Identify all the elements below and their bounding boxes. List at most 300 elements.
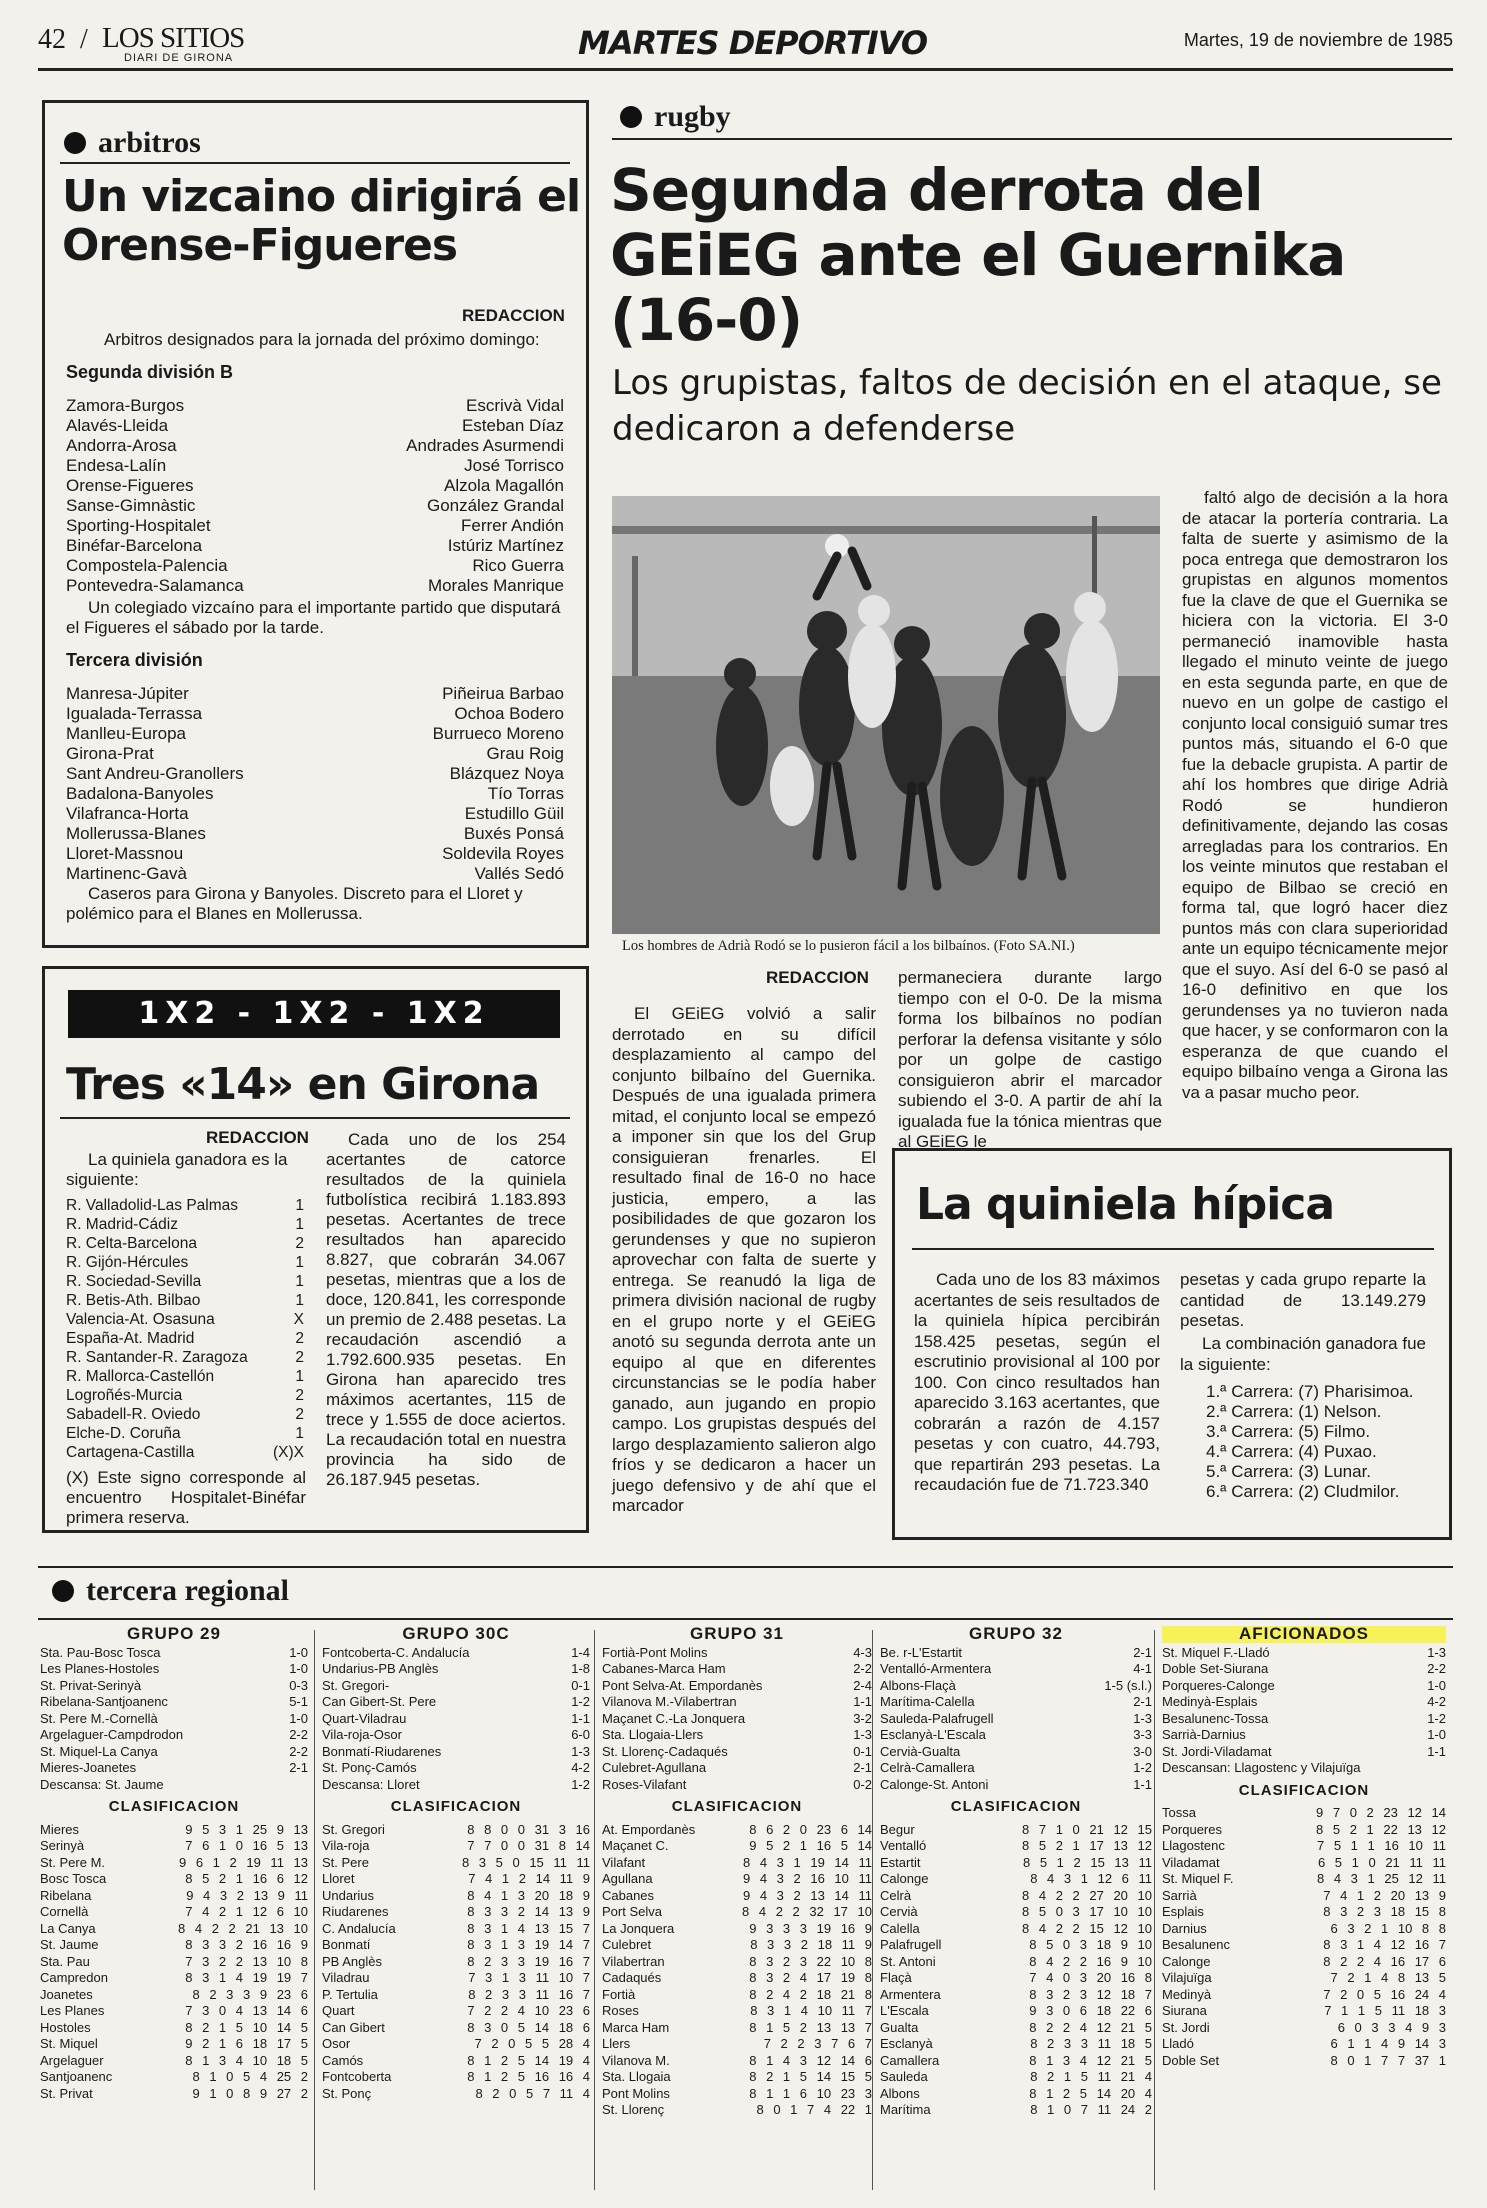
classification-row bbox=[40, 2069, 308, 2086]
team-stats: 8 6 2 0 23 6 14 bbox=[749, 1821, 872, 1837]
classification-row bbox=[880, 1871, 1152, 1888]
group-title: GRUPO 32 bbox=[969, 1624, 1063, 1643]
team-name: St. Ponç bbox=[322, 2085, 372, 2101]
result-row bbox=[602, 1645, 872, 1662]
rugby-photo-caption: Los hombres de Adrià Rodó se lo pusieron fácil a los bilbaínos. (Foto SA.NI.) bbox=[622, 938, 1075, 954]
referee-row-value: Morales Manrique bbox=[427, 576, 564, 595]
arbitros-intro: Arbitros designados para la jornada del próximo domingo: bbox=[104, 330, 540, 349]
page-number: 42 bbox=[38, 24, 66, 55]
classification-row bbox=[880, 1888, 1152, 1905]
team-stats: 7 5 1 1 16 10 11 bbox=[1316, 1838, 1446, 1853]
quiniela-headline: Tres «14» en Girona bbox=[66, 1059, 540, 1110]
team-name: Riudarenes bbox=[322, 1904, 389, 1919]
result-match: Sta. Llogaia-Llers bbox=[602, 1727, 704, 1742]
div-b-list bbox=[66, 396, 564, 596]
result-match: Medinyà-Esplais bbox=[1162, 1694, 1258, 1709]
team-name: Santjoanenc bbox=[40, 2069, 113, 2084]
result-match: Calonge-St. Antoni bbox=[880, 1776, 989, 1792]
team-name: St. Jaume bbox=[40, 1937, 99, 1952]
classification-row bbox=[1162, 1838, 1446, 1855]
quiniela-result-row-match: Logroñés-Murcia bbox=[66, 1387, 183, 1404]
arbitros-label-rule bbox=[60, 162, 570, 164]
team-name: Hostoles bbox=[40, 2019, 91, 2035]
quiniela-result-row bbox=[66, 1386, 304, 1405]
team-stats: 8 4 2 2 16 9 10 bbox=[1029, 1953, 1152, 1969]
classification-row bbox=[1162, 1805, 1446, 1822]
classification-row bbox=[1162, 1871, 1446, 1888]
team-name: Calella bbox=[880, 1920, 920, 1936]
quiniela-result-row-value: 1 bbox=[295, 1292, 304, 1309]
team-stats: 8 0 1 7 7 37 1 bbox=[1330, 2052, 1446, 2068]
team-stats: 8 5 2 1 16 6 12 bbox=[185, 1871, 308, 1886]
result-score: 1-0 bbox=[1427, 1677, 1446, 1693]
referee-row bbox=[66, 516, 564, 536]
quiniela-result-row bbox=[66, 1443, 304, 1462]
team-name: Mieres bbox=[40, 1821, 80, 1837]
result-score: 1-3 bbox=[1133, 1710, 1152, 1726]
team-stats: 8 2 2 4 12 21 5 bbox=[1029, 2019, 1152, 2035]
team-name: At. Empordanès bbox=[602, 1821, 696, 1837]
classification-title: CLASIFICACION bbox=[390, 1798, 522, 1815]
team-stats: 9 5 2 1 16 5 14 bbox=[749, 1838, 872, 1853]
classification-row bbox=[40, 1838, 308, 1855]
team-stats: 8 3 3 2 16 16 9 bbox=[185, 1937, 308, 1952]
team-stats: 8 3 2 3 22 10 8 bbox=[749, 1953, 872, 1969]
team-name: Can Gibert bbox=[322, 2019, 385, 2035]
team-stats: 7 2 2 4 10 23 6 bbox=[467, 2003, 590, 2018]
referee-row bbox=[66, 576, 564, 596]
team-name: P. Tertulia bbox=[322, 1986, 378, 2002]
team-name: Marca Ham bbox=[602, 2019, 670, 2035]
quiniela-result-row-value: 1 bbox=[295, 1216, 304, 1233]
team-name: Fontcoberta bbox=[322, 2069, 392, 2084]
team-stats: 8 0 1 7 4 22 1 bbox=[756, 2102, 872, 2117]
referee-row bbox=[66, 496, 564, 516]
team-name: Begur bbox=[880, 1821, 915, 1837]
classification-row bbox=[322, 1822, 590, 1839]
carrera-row: 3.ª Carrera: (5) Filmo. bbox=[1206, 1422, 1371, 1441]
carrera-row: 1.ª Carrera: (7) Pharisimoa. bbox=[1206, 1382, 1414, 1401]
result-row bbox=[880, 1727, 1152, 1744]
result-match: Roses-Vilafant bbox=[602, 1776, 687, 1792]
team-name: La Canya bbox=[40, 1920, 96, 1936]
team-name: Camallera bbox=[880, 2052, 940, 2068]
referee-row-value: Alzola Magallón bbox=[443, 476, 564, 495]
result-match: St. Privat-Serinyà bbox=[40, 1677, 142, 1693]
team-stats: 8 5 1 2 15 13 11 bbox=[1022, 1854, 1152, 1870]
arbitros-label: arbitros bbox=[64, 126, 201, 160]
referee-row bbox=[66, 536, 564, 556]
team-stats: 8 1 5 2 13 13 7 bbox=[749, 2019, 872, 2035]
team-stats: 7 2 0 5 5 28 4 bbox=[474, 2036, 590, 2051]
classification-row bbox=[880, 2102, 1152, 2119]
team-stats: 8 1 2 5 14 20 4 bbox=[1029, 2085, 1152, 2101]
team-stats: 8 3 1 4 12 16 7 bbox=[1323, 1937, 1446, 1952]
referee-row-match: Girona-Prat bbox=[66, 744, 154, 763]
classification-row bbox=[40, 2053, 308, 2070]
classification-row bbox=[880, 1838, 1152, 1855]
referee-row bbox=[66, 436, 564, 456]
quiniela-result-row bbox=[66, 1424, 304, 1443]
classification-row bbox=[40, 1855, 308, 1872]
result-match: Mieres-Joanetes bbox=[40, 1760, 137, 1775]
referee-row-match: Sant Andreu-Granollers bbox=[66, 764, 244, 783]
team-name: Vilajuïga bbox=[1162, 1970, 1212, 1985]
div-3-title: Tercera división bbox=[66, 650, 203, 670]
classification-row bbox=[602, 1888, 872, 1905]
team-stats: 8 4 2 2 27 20 10 bbox=[1022, 1887, 1152, 1903]
referee-row-value: Estudillo Güil bbox=[464, 804, 564, 823]
team-name: Medinyà bbox=[1162, 1986, 1212, 2002]
team-name: Ventalló bbox=[880, 1838, 927, 1853]
classification-row bbox=[602, 1921, 872, 1938]
classification-row bbox=[40, 1987, 308, 2004]
result-row bbox=[1162, 1645, 1446, 1662]
classification-row bbox=[40, 1822, 308, 1839]
result-score: 1-0 bbox=[1427, 1727, 1446, 1742]
hipica-column-2b: La combinación ganadora fue la siguiente: bbox=[1180, 1334, 1426, 1374]
classification-row bbox=[322, 2036, 590, 2053]
result-row bbox=[1162, 1694, 1446, 1711]
classification-row bbox=[1162, 1987, 1446, 2004]
team-stats: 8 1 3 4 10 18 5 bbox=[185, 2052, 308, 2068]
team-name: Calonge bbox=[880, 1871, 929, 1886]
result-row bbox=[40, 1777, 308, 1794]
result-score: 5-1 bbox=[289, 1694, 308, 1709]
rugby-label: rugby bbox=[620, 100, 731, 134]
classification-row bbox=[1162, 2036, 1446, 2053]
team-name: St. Pere bbox=[322, 1854, 369, 1870]
classification-table bbox=[1162, 1805, 1446, 2069]
team-stats: 9 4 3 2 13 9 11 bbox=[186, 1887, 308, 1903]
referee-row-value: Grau Roig bbox=[486, 744, 564, 763]
carrera-row: 5.ª Carrera: (3) Lunar. bbox=[1206, 1462, 1372, 1481]
team-name: Estartit bbox=[880, 1854, 921, 1870]
team-name: St. Miquel bbox=[40, 2036, 98, 2051]
quiniela-result-row-match: R. Celta-Barcelona bbox=[66, 1235, 197, 1252]
referee-row-match: Pontevedra-Salamanca bbox=[66, 576, 244, 595]
hipica-rule bbox=[912, 1248, 1434, 1250]
team-stats: 8 2 4 2 18 21 8 bbox=[749, 1986, 872, 2002]
team-name: Vilanova M. bbox=[602, 2052, 670, 2068]
team-name: Serinyà bbox=[40, 1838, 85, 1853]
team-stats: 8 4 1 3 20 18 9 bbox=[467, 1887, 590, 1903]
team-stats: 8 2 3 3 11 18 5 bbox=[1030, 2036, 1152, 2051]
result-match: Descansan: Llagostenc y Vilajuïga bbox=[1162, 1760, 1361, 1775]
result-match: Les Planes-Hostoles bbox=[40, 1661, 160, 1676]
team-stats: 7 1 1 5 11 18 3 bbox=[1324, 2003, 1446, 2018]
team-stats: 6 1 1 4 9 14 3 bbox=[1330, 2036, 1446, 2051]
referee-row-value: Vallés Sedó bbox=[474, 864, 564, 883]
team-name: Viladamat bbox=[1162, 1854, 1220, 1870]
result-row bbox=[1162, 1727, 1446, 1744]
referee-row-match: Sanse-Gimnàstic bbox=[66, 496, 196, 515]
result-score: 1-5 (s.l.) bbox=[1104, 1677, 1152, 1693]
team-stats: 7 2 2 3 7 6 7 bbox=[763, 2036, 872, 2051]
result-match: Besalunenc-Tossa bbox=[1162, 1710, 1269, 1726]
quiniela-result-row-match: Cartagena-Castilla bbox=[66, 1444, 195, 1461]
rugby-headline: Segunda derrota del GEiEG ante el Guernika (16-0) bbox=[610, 156, 1346, 354]
result-match: Be. r-L'Estartit bbox=[880, 1644, 962, 1660]
result-score: 1-3 bbox=[571, 1743, 590, 1759]
classification-row bbox=[880, 1904, 1152, 1921]
classification-row bbox=[322, 2003, 590, 2020]
referee-row-match: Manlleu-Europa bbox=[66, 724, 187, 743]
result-row bbox=[322, 1744, 590, 1761]
team-stats: 7 4 2 1 12 6 10 bbox=[185, 1904, 308, 1919]
classification-row bbox=[880, 2036, 1152, 2053]
result-row bbox=[880, 1744, 1152, 1761]
team-name: Quart bbox=[322, 2003, 355, 2018]
quiniela-result-row bbox=[66, 1348, 304, 1367]
referee-row bbox=[66, 416, 564, 436]
quiniela-result-row-value: (X)X bbox=[273, 1444, 304, 1461]
classification-row bbox=[880, 1822, 1152, 1839]
result-score: 2-2 bbox=[853, 1661, 872, 1676]
group-divider bbox=[314, 1630, 315, 2190]
result-score: 1-2 bbox=[1133, 1760, 1152, 1775]
referee-row-value: Escrivà Vidal bbox=[466, 396, 564, 415]
result-match: Quart-Viladrau bbox=[322, 1710, 407, 1726]
classification-row bbox=[322, 1921, 590, 1938]
rugby-byline: REDACCION bbox=[766, 968, 869, 987]
issue-date: Martes, 19 de noviembre de 1985 bbox=[1183, 30, 1453, 50]
referee-row bbox=[66, 764, 564, 784]
rugby-subhead: Los grupistas, faltos de decisión en el ataque, se dedicaron a defenderse bbox=[612, 363, 1442, 449]
referee-row-match: Manresa-Júpiter bbox=[66, 684, 189, 703]
team-stats: 8 2 1 5 11 21 4 bbox=[1030, 2069, 1152, 2084]
section-title: MARTES DEPORTIVO bbox=[578, 24, 928, 62]
group-title: GRUPO 31 bbox=[690, 1624, 784, 1643]
result-row bbox=[880, 1661, 1152, 1678]
team-stats: 7 3 2 2 13 10 8 bbox=[185, 1953, 308, 1969]
classification-row bbox=[602, 2020, 872, 2037]
quiniela-result-row-value: 1 bbox=[295, 1197, 304, 1214]
team-stats: 8 4 2 2 32 17 10 bbox=[742, 1904, 872, 1919]
result-match: Cabanes-Marca Ham bbox=[602, 1661, 726, 1676]
result-score: 2-1 bbox=[1133, 1694, 1152, 1709]
team-name: Les Planes bbox=[40, 2003, 105, 2018]
arbitros-byline: REDACCION bbox=[462, 306, 565, 325]
page-slash: / bbox=[80, 24, 88, 55]
team-stats: 7 4 1 2 20 13 9 bbox=[1323, 1887, 1446, 1903]
group-divider bbox=[594, 1630, 595, 2190]
team-stats: 8 3 2 3 12 18 7 bbox=[1029, 1986, 1152, 2002]
classification-row bbox=[880, 2053, 1152, 2070]
team-name: Vilafant bbox=[602, 1854, 646, 1870]
result-score: 1-1 bbox=[1427, 1743, 1446, 1759]
quiniela-banner: 1X2 - 1X2 - 1X2 bbox=[68, 990, 560, 1038]
referee-row-value: Andrades Asurmendi bbox=[406, 436, 564, 455]
result-match: Albons-Flaçà bbox=[880, 1677, 956, 1693]
quiniela-result-row-match: R. Santander-R. Zaragoza bbox=[66, 1349, 248, 1366]
referee-row bbox=[66, 804, 564, 824]
result-match: Bonmatí-Riudarenes bbox=[322, 1743, 442, 1759]
referee-row-match: Zamora-Burgos bbox=[66, 396, 185, 415]
quiniela-result-row-match: R. Gijón-Hércules bbox=[66, 1254, 189, 1271]
referee-row bbox=[66, 744, 564, 764]
quiniela-result-row bbox=[66, 1215, 304, 1234]
group-divider bbox=[1154, 1630, 1155, 2190]
result-row bbox=[602, 1678, 872, 1695]
result-match: Fontcoberta-C. Andalucía bbox=[322, 1644, 470, 1660]
result-score: 2-1 bbox=[289, 1760, 308, 1775]
group-title: GRUPO 29 bbox=[127, 1624, 221, 1643]
result-match: Ribelana-Santjoanenc bbox=[40, 1694, 168, 1709]
team-name: Sta. Llogaia bbox=[602, 2069, 671, 2084]
team-name: L'Escala bbox=[880, 2003, 929, 2018]
result-score: 1-3 bbox=[1427, 1644, 1446, 1660]
team-name: Sta. Pau bbox=[40, 1953, 90, 1969]
referee-row-match: Andorra-Arosa bbox=[66, 436, 177, 455]
result-score: 4-1 bbox=[1133, 1661, 1152, 1676]
group-results bbox=[40, 1645, 308, 1794]
classification-row bbox=[322, 1954, 590, 1971]
div-3-note: Caseros para Girona y Banyoles. Discreto para el Lloret y polémico para el Blanes en Mollerussa. bbox=[66, 884, 523, 923]
team-name: St. Gregori bbox=[322, 1821, 385, 1837]
masthead-rule bbox=[38, 68, 1453, 71]
quiniela-result-row bbox=[66, 1234, 304, 1253]
team-name: Undarius bbox=[322, 1887, 375, 1903]
team-stats: 8 5 0 3 18 9 10 bbox=[1029, 1937, 1152, 1952]
team-stats: 8 1 3 4 12 21 5 bbox=[1029, 2052, 1152, 2068]
classification-row bbox=[1162, 1822, 1446, 1839]
team-name: St. Privat bbox=[40, 2085, 93, 2101]
classification-row bbox=[1162, 1904, 1446, 1921]
group-divider bbox=[872, 1630, 873, 2190]
classification-title: CLASIFICACION bbox=[950, 1798, 1082, 1815]
team-stats: 9 3 3 3 19 16 9 bbox=[749, 1920, 872, 1936]
team-name: PB Anglès bbox=[322, 1953, 382, 1969]
team-stats: 8 4 2 2 15 12 10 bbox=[1022, 1920, 1152, 1936]
classification-row bbox=[602, 1954, 872, 1971]
quiniela-result-row-match: Sabadell-R. Oviedo bbox=[66, 1406, 201, 1423]
classification-row bbox=[602, 1822, 872, 1839]
referee-row bbox=[66, 864, 564, 884]
team-stats: 8 2 1 5 10 14 5 bbox=[185, 2019, 308, 2035]
quiniela-byline: REDACCION bbox=[206, 1128, 309, 1147]
classification-row bbox=[880, 2003, 1152, 2020]
referee-row bbox=[66, 684, 564, 704]
regional-group bbox=[40, 1626, 308, 2196]
result-row bbox=[880, 1645, 1152, 1662]
team-stats: 8 2 0 5 7 11 4 bbox=[475, 2085, 590, 2101]
classification-row bbox=[880, 1987, 1152, 2004]
team-stats: 9 3 0 6 18 22 6 bbox=[1029, 2003, 1152, 2018]
classification-row bbox=[322, 1871, 590, 1888]
team-name: Ribelana bbox=[40, 1887, 92, 1903]
classification-table bbox=[40, 1822, 308, 2103]
quiniela-result-row bbox=[66, 1291, 304, 1310]
paper-name: LOS SITIOS bbox=[102, 22, 245, 54]
team-stats: 7 3 0 4 13 14 6 bbox=[185, 2003, 308, 2018]
classification-row bbox=[880, 1855, 1152, 1872]
team-stats: 8 3 5 0 15 11 11 bbox=[461, 1854, 590, 1870]
classification-row bbox=[602, 2003, 872, 2020]
result-match: St. Pere M.-Cornellà bbox=[40, 1710, 158, 1726]
team-name: Culebret bbox=[602, 1937, 652, 1952]
result-row bbox=[602, 1727, 872, 1744]
quiniela-result-row-value: 1 bbox=[295, 1368, 304, 1385]
regional-group bbox=[322, 1626, 590, 2196]
rugby-photo-image bbox=[612, 496, 1160, 934]
result-score: 2-1 bbox=[853, 1760, 872, 1775]
team-name: Bonmatí bbox=[322, 1937, 371, 1952]
classification-row bbox=[40, 1937, 308, 1954]
team-stats: 8 3 0 5 14 18 6 bbox=[467, 2019, 590, 2035]
team-name: Roses bbox=[602, 2003, 639, 2018]
result-score: 1-1 bbox=[1133, 1776, 1152, 1792]
classification-row bbox=[322, 2053, 590, 2070]
result-row bbox=[40, 1711, 308, 1728]
classification-title: CLASIFICACION bbox=[671, 1798, 803, 1815]
quiniela-result-row-value: X bbox=[293, 1311, 304, 1328]
result-match: Maçanet C.-La Jonquera bbox=[602, 1710, 746, 1726]
classification-title: CLASIFICACION bbox=[1238, 1781, 1370, 1799]
referee-row-value: Tío Torras bbox=[487, 784, 564, 803]
team-name: Siurana bbox=[1162, 2003, 1207, 2018]
team-stats: 9 1 0 8 9 27 2 bbox=[192, 2085, 308, 2101]
team-name: Darnius bbox=[1162, 1920, 1207, 1936]
team-stats: 8 3 3 2 14 13 9 bbox=[467, 1904, 590, 1919]
quiniela-result-row-value: 2 bbox=[295, 1330, 304, 1347]
masthead bbox=[38, 22, 1453, 68]
referee-row-match: Lloret-Massnou bbox=[66, 844, 184, 863]
carrera-row: 2.ª Carrera: (1) Nelson. bbox=[1206, 1402, 1382, 1421]
quiniela-result-row-value: 1 bbox=[295, 1273, 304, 1290]
classification-row bbox=[1162, 1954, 1446, 1971]
classification-row bbox=[880, 1921, 1152, 1938]
classification-table bbox=[602, 1822, 872, 2119]
referee-row-match: Sporting-Hospitalet bbox=[66, 516, 211, 535]
team-stats: 8 1 0 5 4 25 2 bbox=[192, 2069, 308, 2084]
team-stats: 9 5 3 1 25 9 13 bbox=[185, 1821, 308, 1837]
result-match: Cervià-Gualta bbox=[880, 1743, 961, 1759]
result-match: Marítima-Calella bbox=[880, 1694, 975, 1709]
group-results bbox=[1162, 1645, 1446, 1777]
team-name: Joanetes bbox=[40, 1986, 93, 2002]
team-stats: 8 2 3 3 19 16 7 bbox=[467, 1953, 590, 1969]
result-match: Can Gibert-St. Pere bbox=[322, 1694, 437, 1709]
classification-row bbox=[40, 1970, 308, 1987]
result-row bbox=[40, 1678, 308, 1695]
quiniela-rule bbox=[60, 1117, 570, 1119]
result-score: 0-1 bbox=[853, 1743, 872, 1759]
quiniela-result-row bbox=[66, 1329, 304, 1348]
regional-group bbox=[1162, 1626, 1446, 2196]
referee-row-value: Istúriz Martínez bbox=[447, 536, 564, 555]
referee-row-match: Endesa-Lalín bbox=[66, 456, 167, 475]
quiniela-result-row-value: 2 bbox=[295, 1387, 304, 1404]
referee-row-value: Buxés Ponsá bbox=[463, 824, 564, 843]
quiniela-result-row bbox=[66, 1310, 304, 1329]
quiniela-result-row bbox=[66, 1405, 304, 1424]
classification-row bbox=[40, 1954, 308, 1971]
result-score: 1-2 bbox=[571, 1776, 590, 1792]
classification-row bbox=[602, 2036, 872, 2053]
result-score: 3-2 bbox=[853, 1710, 872, 1726]
group-results bbox=[880, 1645, 1152, 1794]
classification-row bbox=[322, 1855, 590, 1872]
result-row bbox=[602, 1694, 872, 1711]
classification-row bbox=[880, 1970, 1152, 1987]
team-stats: 6 5 1 0 21 11 11 bbox=[1317, 1854, 1446, 1870]
classification-row bbox=[602, 2053, 872, 2070]
team-name: Gualta bbox=[880, 2019, 919, 2035]
div-b-title: Segunda división B bbox=[66, 362, 234, 382]
team-name: Camós bbox=[322, 2052, 364, 2068]
team-name: Esplais bbox=[1162, 1904, 1204, 1919]
